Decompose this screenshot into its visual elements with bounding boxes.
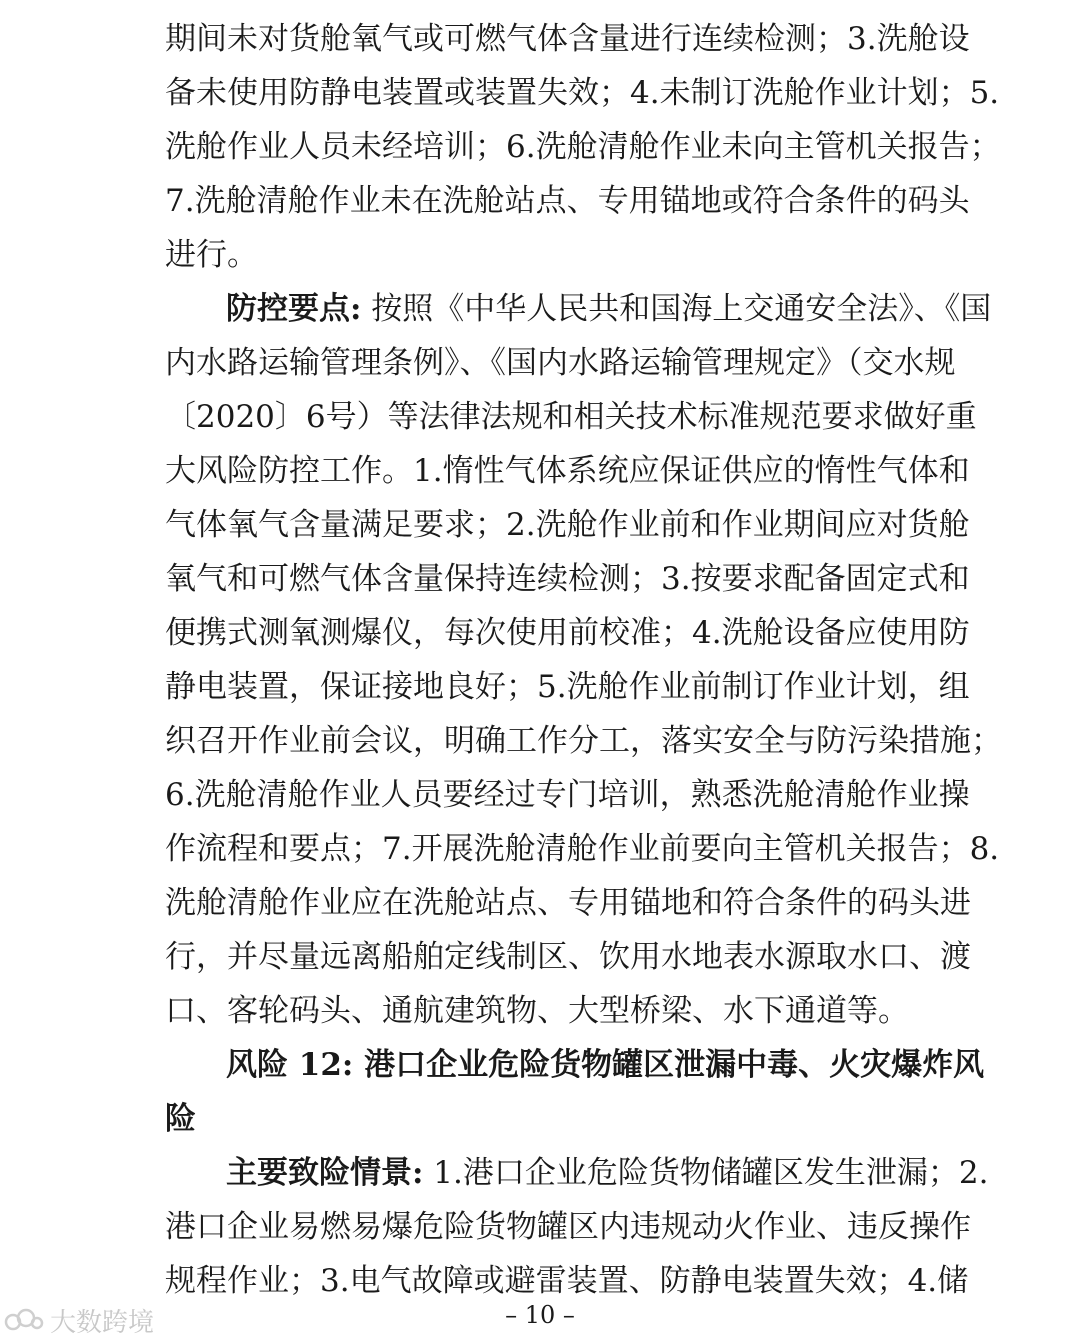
- control-points-text: 按照《中华人民共和国海上交通安全法》、《国: [361, 291, 992, 327]
- paragraph-line: 行，并尽量远离船舶定线制区、饮用水地表水源取水口、渡: [165, 939, 971, 975]
- paragraph-line: 6.洗舱清舱作业人员要经过专门培训，熟悉洗舱清舱作业操: [165, 777, 970, 813]
- paragraph-line: 大风险防控工作。1.惰性气体系统应保证供应的惰性气体和: [165, 453, 970, 489]
- paragraph-line: 进行。: [165, 237, 258, 273]
- page-number: – 10 –: [505, 1301, 575, 1329]
- paragraph-line: 静电装置，保证接地良好；5.洗舱作业前制订作业计划，组: [165, 669, 970, 705]
- paragraph-line: 洗舱作业人员未经培训；6.洗舱清舱作业未向主管机关报告；: [165, 129, 1001, 165]
- paragraph-line: 〔2020〕6号）等法律法规和相关技术标准规范要求做好重: [165, 399, 977, 435]
- watermark: [4, 1305, 155, 1338]
- scenario-text: 1.港口企业危险货物储罐区发生泄漏；2.: [423, 1155, 989, 1191]
- paragraph-line: 氧气和可燃气体含量保持连续检测；3.按要求配备固定式和: [165, 561, 970, 597]
- paragraph-line: 内水路运输管理条例》、《国内水路运输管理规定》（交水规: [165, 345, 956, 381]
- paragraph-line: 洗舱清舱作业应在洗舱站点、专用锚地和符合条件的码头进: [165, 885, 971, 921]
- control-points-first-line: [226, 282, 992, 336]
- paragraph-line: 备未使用防静电装置或装置失效；4.未制订洗舱作业计划；5.: [165, 75, 1000, 111]
- risk-heading-continued: 险: [165, 1101, 196, 1137]
- paragraph-line: 期间未对货舱氧气或可燃气体含量进行连续检测；3.洗舱设: [165, 21, 970, 57]
- watermark-text: 大数跨境: [50, 1307, 155, 1338]
- control-points-label: 防控要点:: [226, 291, 362, 327]
- paragraph-line: 规程作业；3.电气故障或避雷装置、防静电装置失效；4.储: [165, 1263, 969, 1299]
- paragraph-line: 港口企业易燃易爆危险货物罐区内违规动火作业、违反操作: [165, 1209, 971, 1245]
- paragraph-line: 气体氧气含量满足要求；2.洗舱作业前和作业期间应对货舱: [165, 507, 970, 543]
- risk-heading: 风险 12: 港口企业危险货物罐区泄漏中毒、火灾爆炸风: [226, 1047, 985, 1083]
- watermark-logo-icon: [4, 1307, 44, 1333]
- paragraph-line: 口、客轮码头、通航建筑物、大型桥梁、水下通道等。: [165, 993, 909, 1029]
- scenario-first-line: [226, 1146, 989, 1200]
- paragraph-line: 作流程和要点；7.开展洗舱清舱作业前要向主管机关报告；8.: [165, 831, 1000, 867]
- paragraph-line: 便携式测氧测爆仪，每次使用前校准；4.洗舱设备应使用防: [165, 615, 970, 651]
- paragraph-line: 7.洗舱清舱作业未在洗舱站点、专用锚地或符合条件的码头: [165, 183, 970, 219]
- paragraph-line: 织召开作业前会议，明确工作分工，落实安全与防污染措施；: [165, 723, 1002, 759]
- scenario-label: 主要致险情景:: [226, 1155, 424, 1191]
